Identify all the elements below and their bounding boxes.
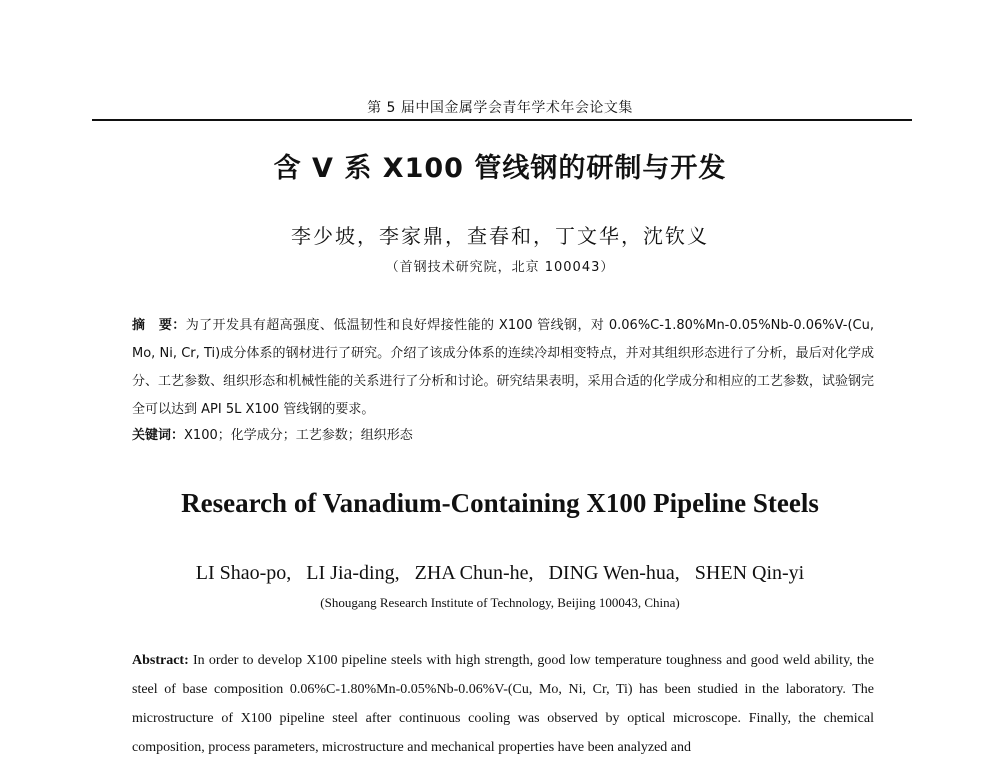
chinese-title: 含 V 系 X100 管线钢的研制与开发 xyxy=(273,153,727,184)
english-title: Research of Vanadium-Containing X100 Pipeline Steels xyxy=(181,488,819,518)
chinese-abstract-label: 摘 要： xyxy=(132,318,186,333)
english-affiliation: (Shougang Research Institute of Technology, Beijing 100043, China) xyxy=(320,595,680,610)
running-header: 第 5 届中国金属学会青年学术年会论文集 xyxy=(367,100,633,116)
chinese-abstract-text: 为了开发具有超高强度、低温韧性和良好焊接性能的 X100 管线钢，对 0.06%C-1.80%Mn-0.05%Nb-0.06%V-(Cu, Mo, Ni, Cr, Ti)成分体系的钢材进行了研究。介绍了该成分体系的连续冷却相变特点，并对其组织形态进行了分析，最后对化学成分、工艺参数、组织形态和机械性能的关系进行了分析和讨论。研究结果表明，采用合适的化学成分和相应的工艺参数，试验钢完全可以达到 API 5L X100 管线钢的要求。 xyxy=(132,318,874,417)
chinese-keywords-label: 关键词： xyxy=(132,428,185,443)
english-abstract xyxy=(132,646,874,762)
chinese-authors: 李少坡，李家鼎，查春和，丁文华，沈钦义 xyxy=(291,224,709,248)
header-rule xyxy=(92,119,912,121)
chinese-keywords xyxy=(132,424,874,448)
chinese-keywords-text: X100；化学成分；工艺参数；组织形态 xyxy=(184,428,413,443)
chinese-abstract xyxy=(132,312,874,424)
english-abstract-label: Abstract: xyxy=(132,653,189,668)
english-authors: LI Shao-po, LI Jia-ding, ZHA Chun-he, DING Wen-hua, SHEN Qin-yi xyxy=(195,562,805,584)
chinese-affiliation: （首钢技术研究院，北京 100043） xyxy=(385,260,615,275)
english-abstract-text: In order to develop X100 pipeline steels with high strength, good low temperature toughness and good weld ability, the steel of base composition 0.06%C-1.80%Mn-0.05%Nb-0.06%V-(Cu, Mo, Ni, Cr, Ti) has been studied in the laboratory. The microstructure of X100 pipeline steel after continuous cooling was observed by optical microscope. Finally, the chemical composition, process parameters, microstructure and mechanical properties have been analyzed and xyxy=(132,653,874,755)
